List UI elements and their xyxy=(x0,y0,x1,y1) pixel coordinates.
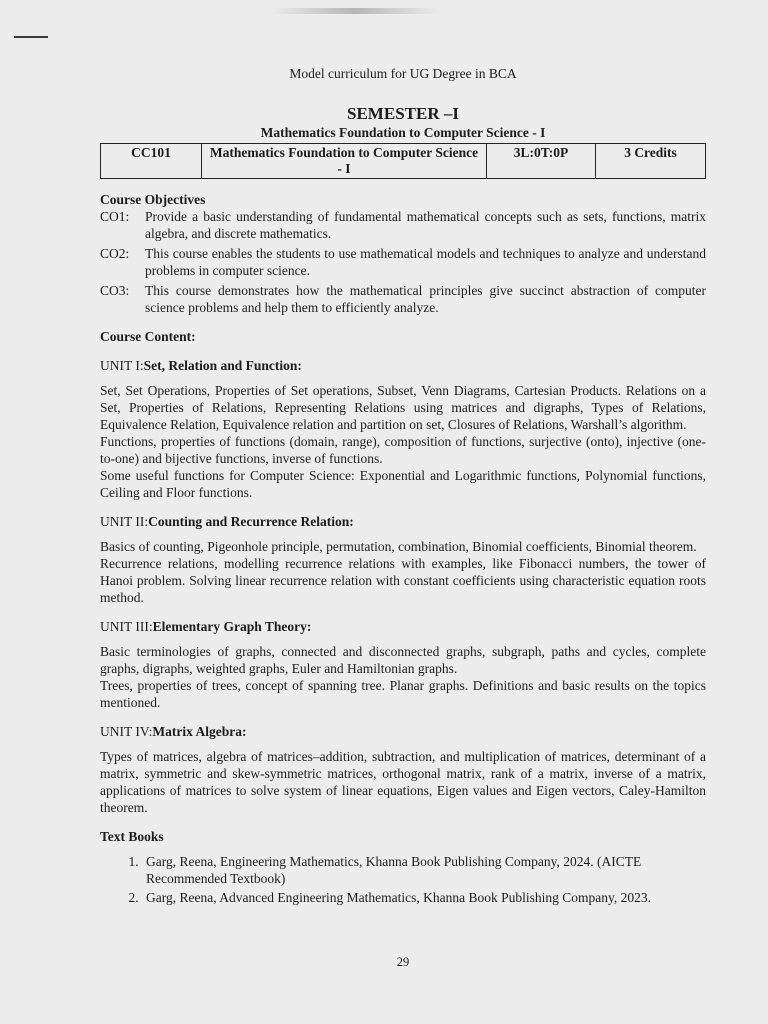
unit-paragraph: Trees, properties of trees, concept of spanning tree. Planar graphs. Definitions and basic results on the topics mentioned. xyxy=(100,678,706,710)
unit-paragraph: Basics of counting, Pigeonhole principle, permutation, combination, Binomial coefficients, Binomial theorem. xyxy=(100,539,697,554)
unit-paragraph: Some useful functions for Computer Science: Exponential and Logarithmic functions, Polynomial functions, Ceiling and Floor functions. xyxy=(100,468,706,500)
unit-prefix: UNIT I: xyxy=(100,358,144,373)
unit-title: Set, Relation and Function: xyxy=(143,358,302,373)
unit-paragraph: Recurrence relations, modelling recurrence relations with examples, like Fibonacci numbers, the tower of Hanoi problem. Solving linear recurrence relation with constant coefficients using characteristic equation roots method. xyxy=(100,556,706,605)
unit-1-heading xyxy=(100,357,706,374)
unit-paragraph: Basic terminologies of graphs, connected and disconnected graphs, subgraph, paths and cycles, complete graphs, digraphs, weighted graphs, Euler and Hamiltonian graphs. xyxy=(100,644,706,676)
unit-prefix: UNIT II: xyxy=(100,514,149,529)
objective-text: Provide a basic understanding of fundamental mathematical concepts such as sets, functions, matrix algebra, and discrete mathematics. xyxy=(145,209,706,241)
unit-3-heading xyxy=(100,618,706,635)
text-books-heading: Text Books xyxy=(100,829,164,844)
course-content-heading: Course Content: xyxy=(100,329,196,344)
list-item: 1. Garg, Reena, Engineering Mathematics, Khanna Book Publishing Company, 2024. (AICTE Recommended Textbook) xyxy=(142,853,706,887)
course-name-cell: Mathematics Foundation to Computer Science - I xyxy=(202,144,487,179)
semester-title: SEMESTER –I xyxy=(347,104,459,123)
unit-prefix: UNIT III: xyxy=(100,619,153,634)
course-objectives-heading: Course Objectives xyxy=(100,192,206,207)
objective-label: CO3: xyxy=(100,283,130,298)
course-code-cell: CC101 xyxy=(101,144,202,179)
course-title: Mathematics Foundation to Computer Science - I xyxy=(260,125,546,140)
objective-text: This course enables the students to use mathematical models and techniques to analyze and understand problems in computer science. xyxy=(145,246,706,278)
unit-title: Matrix Algebra: xyxy=(152,724,247,739)
unit-2-heading xyxy=(100,513,706,530)
course-info-table xyxy=(100,143,706,179)
course-ltp-cell: 3L:0T:0P xyxy=(487,144,596,179)
objective-text: This course demonstrates how the mathematical principles give succinct abstraction of computer science problems and help them to efficiently analyze. xyxy=(145,283,706,315)
text-books-list xyxy=(100,853,706,906)
unit-paragraph: Functions, properties of functions (domain, range), composition of functions, surjective (onto), injective (one-to-one) and bijective functions, inverse of functions. xyxy=(100,434,706,466)
objective-label: CO1: xyxy=(100,209,130,224)
objective-item xyxy=(100,245,706,279)
running-header: Model curriculum for UG Degree in BCA xyxy=(289,66,517,81)
page-number: 29 xyxy=(396,955,410,969)
scan-smudge xyxy=(270,8,440,14)
table-row xyxy=(101,144,706,179)
unit-paragraph: Set, Set Operations, Properties of Set operations, Subset, Venn Diagrams, Cartesian Products. Relations on a Set, Properties of Relations, Representing Relations using matrices and digraphs, Types of Relations, Equivalence Relation, Equivalence relation and partition on set, Closures of Relations, Warshall’s algorithm. xyxy=(100,383,706,432)
list-item: 2. Garg, Reena, Advanced Engineering Mathematics, Khanna Book Publishing Company, 2023. xyxy=(142,889,706,906)
unit-title: Counting and Recurrence Relation: xyxy=(148,514,354,529)
scan-margin-mark xyxy=(14,36,48,38)
unit-title: Elementary Graph Theory: xyxy=(152,619,312,634)
course-credits-cell: 3 Credits xyxy=(596,144,706,179)
unit-prefix: UNIT IV: xyxy=(100,724,153,739)
unit-paragraph: Types of matrices, algebra of matrices–addition, subtraction, and multiplication of matrices, determinant of a matrix, symmetric and skew-symmetric matrices, orthogonal matrix, rank of a matrix, inverse of a matrix, applications of matrices to solve system of linear equations, Eigen values and Eigen vectors, Caley-Hamilton theorem. xyxy=(100,749,706,815)
course-body xyxy=(100,191,706,908)
objective-item xyxy=(100,208,706,242)
objective-label: CO2: xyxy=(100,246,130,261)
unit-4-heading xyxy=(100,723,706,740)
objective-item xyxy=(100,282,706,316)
